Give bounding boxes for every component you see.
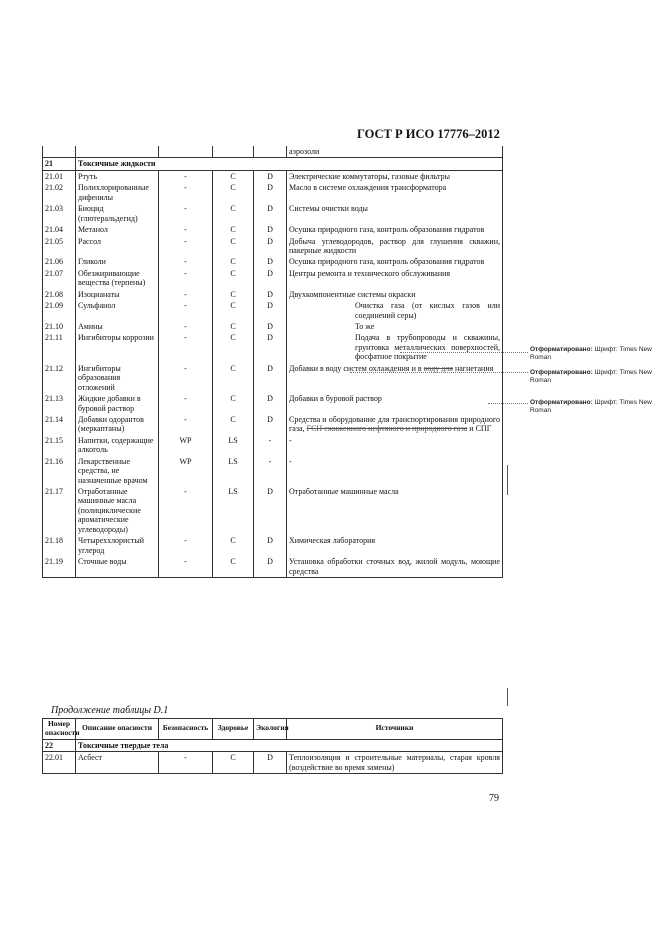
safety-code: - bbox=[159, 236, 213, 257]
health-code: C bbox=[213, 203, 254, 224]
hazard-source: Электрические коммутаторы, газовые фильтры bbox=[287, 170, 503, 182]
health-code: C bbox=[213, 393, 254, 414]
safety-code: - bbox=[159, 752, 213, 774]
header-ecology: Экология bbox=[254, 719, 287, 740]
hazard-description: Сульфанол bbox=[76, 300, 159, 321]
table-row bbox=[43, 146, 503, 158]
header-hazard-description: Описание опасности bbox=[76, 719, 159, 740]
hazard-number: 21.17 bbox=[43, 486, 76, 535]
safety-code: - bbox=[159, 414, 213, 435]
hazard-number: 21.16 bbox=[43, 456, 76, 486]
hazard-source: Добавки в буровой раствор bbox=[287, 393, 503, 414]
safety-code: - bbox=[159, 203, 213, 224]
hazard-source: То же bbox=[287, 321, 503, 332]
table-section-row bbox=[43, 739, 503, 751]
safety-code: - bbox=[159, 182, 213, 203]
hazard-description: Жидкие добавки в буровой раствор bbox=[76, 393, 159, 414]
hazard-source: Добыча углеводородов, раствор для глушения скважин, пакерные жидкости bbox=[287, 236, 503, 257]
safety-code: - bbox=[159, 393, 213, 414]
health-code: C bbox=[213, 268, 254, 289]
hazard-source: Теплоизоляция и строительные материалы, старая кровля (воздействие во время замены) bbox=[287, 752, 503, 774]
hazard-description: Сточные воды bbox=[76, 556, 159, 577]
hazard-source: Центры ремонта и технического обслуживания bbox=[287, 268, 503, 289]
hazard-description: Гликоли bbox=[76, 256, 159, 267]
hazard-source: Отработанные машинные масла bbox=[287, 486, 503, 535]
hazard-number: 21.04 bbox=[43, 224, 76, 235]
hazard-number: 21.09 bbox=[43, 300, 76, 321]
table-header-row bbox=[43, 719, 503, 740]
change-bar bbox=[507, 688, 508, 706]
table-row bbox=[43, 435, 503, 456]
health-code: C bbox=[213, 224, 254, 235]
ecology-code: D bbox=[254, 393, 287, 414]
deleted-text: ГСН сжиженного нефтяного и природного газа bbox=[306, 424, 468, 434]
health-code: LS bbox=[213, 456, 254, 486]
hazard-table-part2 bbox=[42, 718, 503, 774]
hazard-number: 21.08 bbox=[43, 289, 76, 300]
header-hazard-number: Номер опасности bbox=[43, 719, 76, 740]
hazard-description: Полихлорированные дифенилы bbox=[76, 182, 159, 203]
continuation-caption: Продолжение таблицы D.1 bbox=[51, 705, 169, 716]
table-section-row bbox=[43, 158, 503, 170]
ecology-code: D bbox=[254, 268, 287, 289]
header-sources: Источники bbox=[287, 719, 503, 740]
hazard-source: Масло в системе охлаждения трансформатора bbox=[287, 182, 503, 203]
health-code: C bbox=[213, 752, 254, 774]
safety-code: - bbox=[159, 256, 213, 267]
table-row bbox=[43, 363, 503, 393]
health-code: C bbox=[213, 321, 254, 332]
hazard-description: Биоцид (глютеральдегид) bbox=[76, 203, 159, 224]
hazard-description: Изоцианаты bbox=[76, 289, 159, 300]
hazard-number: 21.02 bbox=[43, 182, 76, 203]
hazard-number: 21.10 bbox=[43, 321, 76, 332]
health-code: C bbox=[213, 363, 254, 393]
hazard-description: Обезжиривающие вещества (терпены) bbox=[76, 268, 159, 289]
hazard-source: Двухкомпонентные системы окраски bbox=[287, 289, 503, 300]
hazard-description: Асбест bbox=[76, 752, 159, 774]
table-row bbox=[43, 332, 503, 362]
table-row bbox=[43, 752, 503, 774]
table-row bbox=[43, 224, 503, 235]
hazard-description: Рассол bbox=[76, 236, 159, 257]
hazard-number: 21.07 bbox=[43, 268, 76, 289]
section-number: 21 bbox=[43, 158, 76, 170]
hazard-source: - bbox=[287, 435, 503, 456]
hazard-source: Добавки в воду систем охлаждения и в воду для нагнетания bbox=[287, 363, 503, 393]
hazard-number: 21.06 bbox=[43, 256, 76, 267]
health-code: C bbox=[213, 414, 254, 435]
hazard-description: Ингибиторы коррозии bbox=[76, 332, 159, 362]
section-number: 22 bbox=[43, 739, 76, 751]
hazard-number: 21.03 bbox=[43, 203, 76, 224]
table-row bbox=[43, 414, 503, 435]
page-header-standard: ГОСТ Р ИСО 17776–2012 bbox=[357, 127, 500, 141]
table-row bbox=[43, 393, 503, 414]
hazard-description bbox=[76, 146, 159, 158]
comment-connector bbox=[488, 403, 528, 404]
comment-connector bbox=[350, 372, 528, 373]
hazard-source: Подача в трубопроводы и скважины, грунтовка металлических поверхностей, фосфатное покрытие bbox=[287, 332, 503, 362]
hazard-number: 21.15 bbox=[43, 435, 76, 456]
table-row bbox=[43, 170, 503, 182]
hazard-description: Отработанные машинные масла (полициклические ароматические углеводороды) bbox=[76, 486, 159, 535]
hazard-table-part1 bbox=[42, 146, 503, 578]
section-title: Токсичные жидкости bbox=[76, 158, 503, 170]
health-code: C bbox=[213, 300, 254, 321]
safety-code: - bbox=[159, 486, 213, 535]
safety-code: - bbox=[159, 289, 213, 300]
hazard-source: аэрозоли bbox=[287, 146, 503, 158]
hazard-description: Амины bbox=[76, 321, 159, 332]
health-code: C bbox=[213, 332, 254, 362]
safety-code: - bbox=[159, 332, 213, 362]
table-row bbox=[43, 182, 503, 203]
hazard-number: 21.12 bbox=[43, 363, 76, 393]
table-row bbox=[43, 456, 503, 486]
hazard-source: Установка обработки сточных вод, жилой модуль, моющие средства bbox=[287, 556, 503, 577]
ecology-code bbox=[254, 146, 287, 158]
health-code: C bbox=[213, 556, 254, 577]
format-note[interactable]: Отформатировано: Шрифт: Times New Roman bbox=[530, 346, 652, 362]
ecology-code: D bbox=[254, 752, 287, 774]
hazard-number: 21.05 bbox=[43, 236, 76, 257]
safety-code: - bbox=[159, 556, 213, 577]
table-row bbox=[43, 486, 503, 535]
hazard-source: Осушка природного газа, контроль образования гидратов bbox=[287, 256, 503, 267]
hazard-number: 21.01 bbox=[43, 170, 76, 182]
safety-code bbox=[159, 146, 213, 158]
table-row bbox=[43, 321, 503, 332]
table-row bbox=[43, 256, 503, 267]
health-code: C bbox=[213, 182, 254, 203]
ecology-code: D bbox=[254, 203, 287, 224]
ecology-code: D bbox=[254, 332, 287, 362]
hazard-number: 21.11 bbox=[43, 332, 76, 362]
section-title: Токсичные твердые тела bbox=[76, 739, 503, 751]
format-note[interactable]: Отформатировано: Шрифт: Times New Roman bbox=[530, 399, 652, 415]
safety-code: - bbox=[159, 224, 213, 235]
safety-code: - bbox=[159, 321, 213, 332]
ecology-code: D bbox=[254, 256, 287, 267]
ecology-code: D bbox=[254, 363, 287, 393]
hazard-source: Осушка природного газа, контроль образования гидратов bbox=[287, 224, 503, 235]
hazard-description: Ртуть bbox=[76, 170, 159, 182]
hazard-description: Добавки одорантов (меркаптаны) bbox=[76, 414, 159, 435]
health-code: C bbox=[213, 236, 254, 257]
safety-code: - bbox=[159, 300, 213, 321]
ecology-code: D bbox=[254, 486, 287, 535]
hazard-description: Ингибиторы образования отложений bbox=[76, 363, 159, 393]
ecology-code: D bbox=[254, 535, 287, 556]
table-row bbox=[43, 236, 503, 257]
health-code bbox=[213, 146, 254, 158]
hazard-description: Четыреххлористый углерод bbox=[76, 535, 159, 556]
hazard-description: Напитки, содержащие алкоголь bbox=[76, 435, 159, 456]
ecology-code: - bbox=[254, 456, 287, 486]
health-code: C bbox=[213, 535, 254, 556]
ecology-code: D bbox=[254, 300, 287, 321]
ecology-code: D bbox=[254, 556, 287, 577]
ecology-code: D bbox=[254, 224, 287, 235]
safety-code: - bbox=[159, 535, 213, 556]
ecology-code: D bbox=[254, 414, 287, 435]
table-row bbox=[43, 289, 503, 300]
ecology-code: D bbox=[254, 170, 287, 182]
hazard-number: 22.01 bbox=[43, 752, 76, 774]
hazard-number: 21.13 bbox=[43, 393, 76, 414]
safety-code: - bbox=[159, 363, 213, 393]
header-safety: Безопасность bbox=[159, 719, 213, 740]
safety-code: - bbox=[159, 268, 213, 289]
safety-code: WP bbox=[159, 456, 213, 486]
hazard-number: 21.18 bbox=[43, 535, 76, 556]
hazard-source: - bbox=[287, 456, 503, 486]
hazard-number bbox=[43, 146, 76, 158]
table-row bbox=[43, 268, 503, 289]
safety-code: - bbox=[159, 170, 213, 182]
hazard-source: Системы очистки воды bbox=[287, 203, 503, 224]
deleted-text: воду для bbox=[423, 363, 453, 373]
page-number: 79 bbox=[489, 793, 499, 804]
hazard-description: Лекарственные средства, не назначенные врачом bbox=[76, 456, 159, 486]
hazard-number: 21.19 bbox=[43, 556, 76, 577]
table-row bbox=[43, 203, 503, 224]
safety-code: WP bbox=[159, 435, 213, 456]
ecology-code: D bbox=[254, 289, 287, 300]
health-code: C bbox=[213, 289, 254, 300]
ecology-code: D bbox=[254, 182, 287, 203]
health-code: C bbox=[213, 170, 254, 182]
table-row bbox=[43, 556, 503, 577]
hazard-source: Химическая лаборатория bbox=[287, 535, 503, 556]
hazard-source: Средства и оборудование для транспортирования природного газа, ГСН сжиженного нефтяного и природного газа и СПГ bbox=[287, 414, 503, 435]
ecology-code: D bbox=[254, 236, 287, 257]
hazard-source: Очистка газа (от кислых газов или соединений серы) bbox=[287, 300, 503, 321]
comment-connector bbox=[400, 352, 528, 353]
table-row bbox=[43, 300, 503, 321]
ecology-code: D bbox=[254, 321, 287, 332]
header-health: Здоровье bbox=[213, 719, 254, 740]
format-note[interactable]: Отформатировано: Шрифт: Times New Roman bbox=[530, 369, 652, 385]
health-code: LS bbox=[213, 435, 254, 456]
change-bar bbox=[507, 465, 508, 495]
table-row bbox=[43, 535, 503, 556]
hazard-description: Метанол bbox=[76, 224, 159, 235]
ecology-code: - bbox=[254, 435, 287, 456]
health-code: C bbox=[213, 256, 254, 267]
health-code: LS bbox=[213, 486, 254, 535]
hazard-number: 21.14 bbox=[43, 414, 76, 435]
